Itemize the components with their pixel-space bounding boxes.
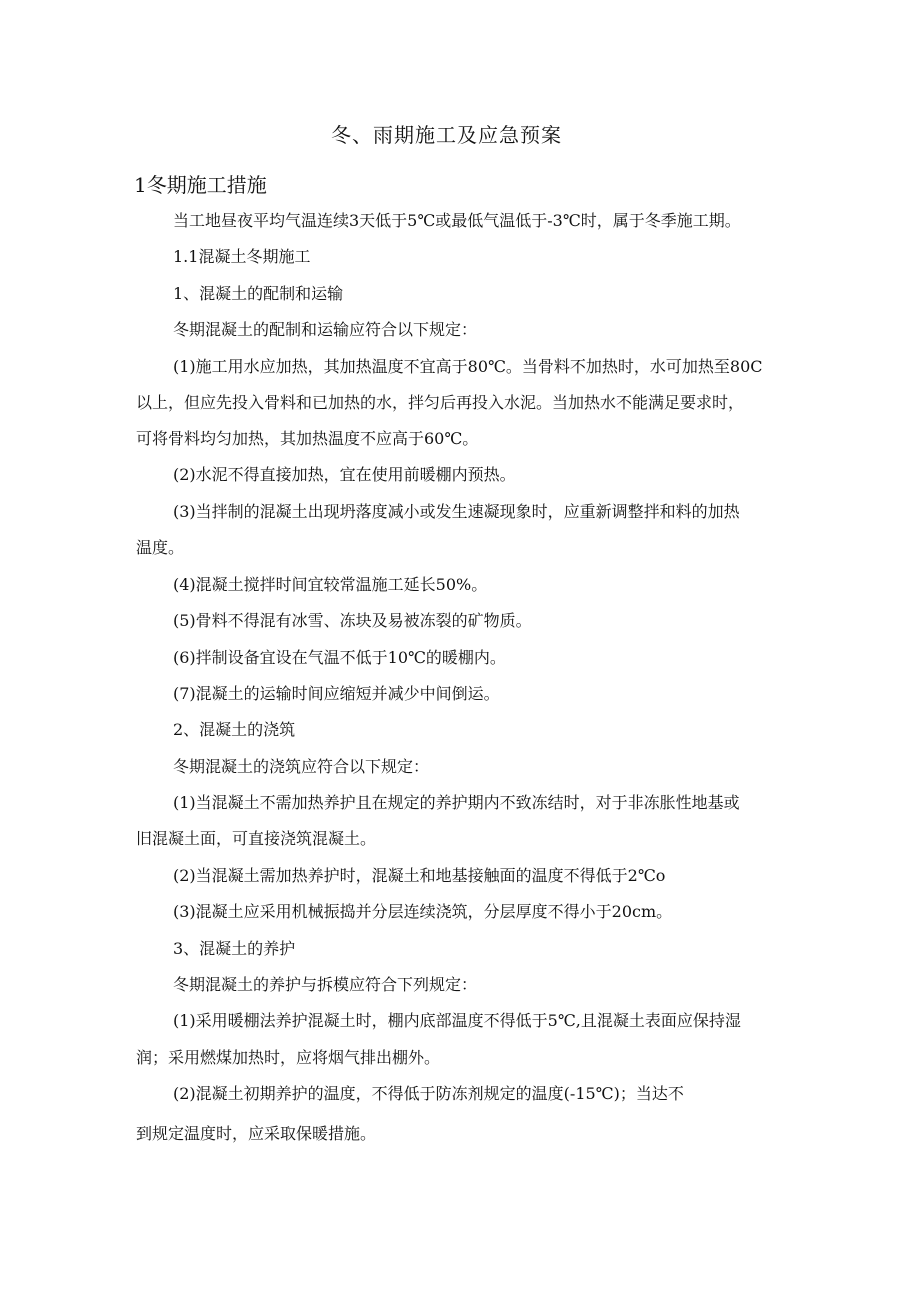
section-heading: 1冬期施工措施 (134, 173, 267, 197)
paragraph-line: (3)混凝土应采用机械振捣并分层连续浇筑，分层厚度不得小于20cm。 (173, 902, 673, 921)
paragraph-line: 润；采用燃煤加热时，应将烟气排出棚外。 (136, 1048, 441, 1067)
paragraph-line: 可将骨料均匀加热，其加热温度不应高于60℃。 (136, 429, 479, 448)
item-heading: 2、混凝土的浇筑 (173, 720, 296, 739)
paragraph-line: (2)当混凝土需加热养护时，混凝土和地基接触面的温度不得低于2℃o (173, 866, 666, 885)
paragraph-line: (2)水泥不得直接加热，宜在使用前暖棚内预热。 (173, 465, 516, 484)
paragraph-line: 温度。 (136, 538, 185, 557)
paragraph-line: 当工地昼夜平均气温连续3天低于5℃或最低气温低于-3℃时，属于冬季施工期。 (173, 211, 741, 230)
paragraph-line: (4)混凝土搅拌时间宜较常温施工延长50%。 (173, 575, 488, 594)
paragraph-line: (6)拌制设备宜设在气温不低于10℃的暖棚内。 (173, 648, 506, 667)
paragraph-line: (1)采用暖棚法养护混凝土时，棚内底部温度不得低于5℃,且混凝土表面应保持湿 (173, 1011, 741, 1030)
document-title: 冬、雨期施工及应急预案 (331, 123, 562, 147)
paragraph-line: (7)混凝土的运输时间应缩短并减少中间倒运。 (173, 684, 500, 703)
paragraph-line: 冬期混凝土的浇筑应符合以下规定： (173, 757, 430, 776)
subsection-heading: 1.1混凝土冬期施工 (173, 247, 311, 266)
item-heading: 1、混凝土的配制和运输 (173, 284, 344, 303)
item-heading: 3、混凝土的养护 (173, 939, 296, 958)
paragraph-line: (2)混凝土初期养护的温度，不得低于防冻剂规定的温度(-15℃)；当达不 (173, 1084, 684, 1103)
paragraph-line: (5)骨料不得混有冰雪、冻块及易被冻裂的矿物质。 (173, 611, 532, 630)
paragraph-line: 旧混凝土面，可直接浇筑混凝土。 (136, 829, 377, 848)
paragraph-line: 冬期混凝土的配制和运输应符合以下规定： (173, 320, 478, 339)
paragraph-line: (1)当混凝土不需加热养护且在规定的养护期内不致冻结时，对于非冻胀性地基或 (173, 793, 740, 812)
paragraph-line: (3)当拌制的混凝土出现坍落度减小或发生速凝现象时，应重新调整拌和料的加热 (173, 502, 740, 521)
paragraph-line: 冬期混凝土的养护与拆模应符合下列规定： (173, 975, 478, 994)
paragraph-line: 以上，但应先投入骨料和已加热的水，拌匀后再投入水泥。当加热水不能满足要求时， (136, 393, 745, 412)
paragraph-line: 到规定温度时，应采取保暖措施。 (136, 1124, 377, 1143)
paragraph-line: (1)施工用水应加热，其加热温度不宜高于80℃。当骨料不加热时，水可加热至80C (173, 357, 763, 376)
